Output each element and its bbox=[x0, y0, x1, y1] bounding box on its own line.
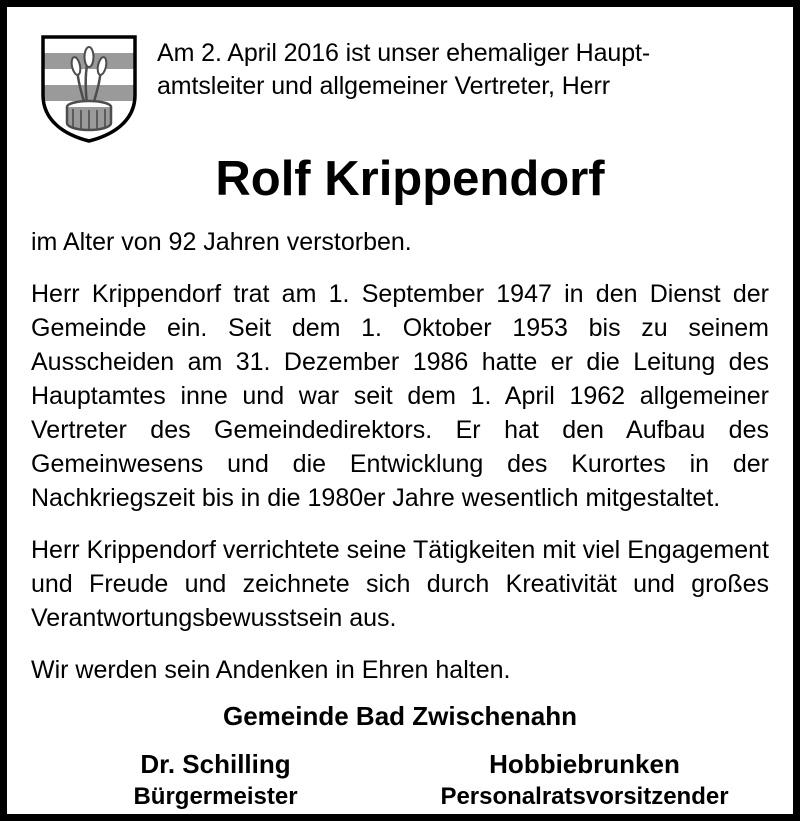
signer-2-name: Hobbiebrunken bbox=[489, 749, 680, 779]
coat-of-arms-icon bbox=[39, 33, 139, 145]
signers bbox=[31, 748, 769, 812]
paragraph-character: Herr Krippendorf verrichtete seine Tätigkeiten mit viel Engagement und Freude und zeichnete sich durch Kreativität und großes Verantwortungsbewusstsein aus. bbox=[31, 536, 769, 632]
deceased-name: Rolf Krippendorf bbox=[215, 152, 605, 206]
signoff bbox=[31, 701, 769, 812]
signer-1-role: Bürgermeister bbox=[133, 782, 298, 810]
paragraph-remembrance: Wir werden sein Andenken in Ehren halten. bbox=[31, 656, 511, 684]
signer-2-role: Personalratsvorsitzender bbox=[440, 782, 729, 810]
signer-2 bbox=[400, 748, 769, 812]
signer-1 bbox=[31, 748, 400, 812]
paragraph-career: Herr Krippendorf trat am 1. September 1947 in den Dienst der Gemeinde ein. Seit dem 1. Oktober 1953 bis zu seinem Ausscheiden am 31. Dezember 1986 hatte er die Leitung des Hauptamtes inne und war seit dem 1. April 1962 allgemeiner Vertreter des Gemeindedirektors. Er hat den Aufbau des Gemeinwesens und die Entwicklung des Kurortes in der Nachkriegszeit bis in die 1980er Jahre wesentlich mitgestaltet. bbox=[31, 280, 769, 512]
intro-line-1: Am 2. April 2016 ist unser ehemaliger Haupt- bbox=[157, 39, 651, 67]
intro-line-2: amtsleiter und allgemeiner Vertreter, Herr bbox=[157, 71, 610, 100]
notice-header bbox=[31, 29, 769, 145]
intro-text bbox=[157, 29, 769, 102]
signer-1-name: Dr. Schilling bbox=[140, 749, 291, 779]
paragraph-age: im Alter von 92 Jahren verstorben. bbox=[31, 228, 412, 256]
notice-body bbox=[31, 225, 769, 687]
organisation-name: Gemeinde Bad Zwischenahn bbox=[223, 701, 577, 731]
